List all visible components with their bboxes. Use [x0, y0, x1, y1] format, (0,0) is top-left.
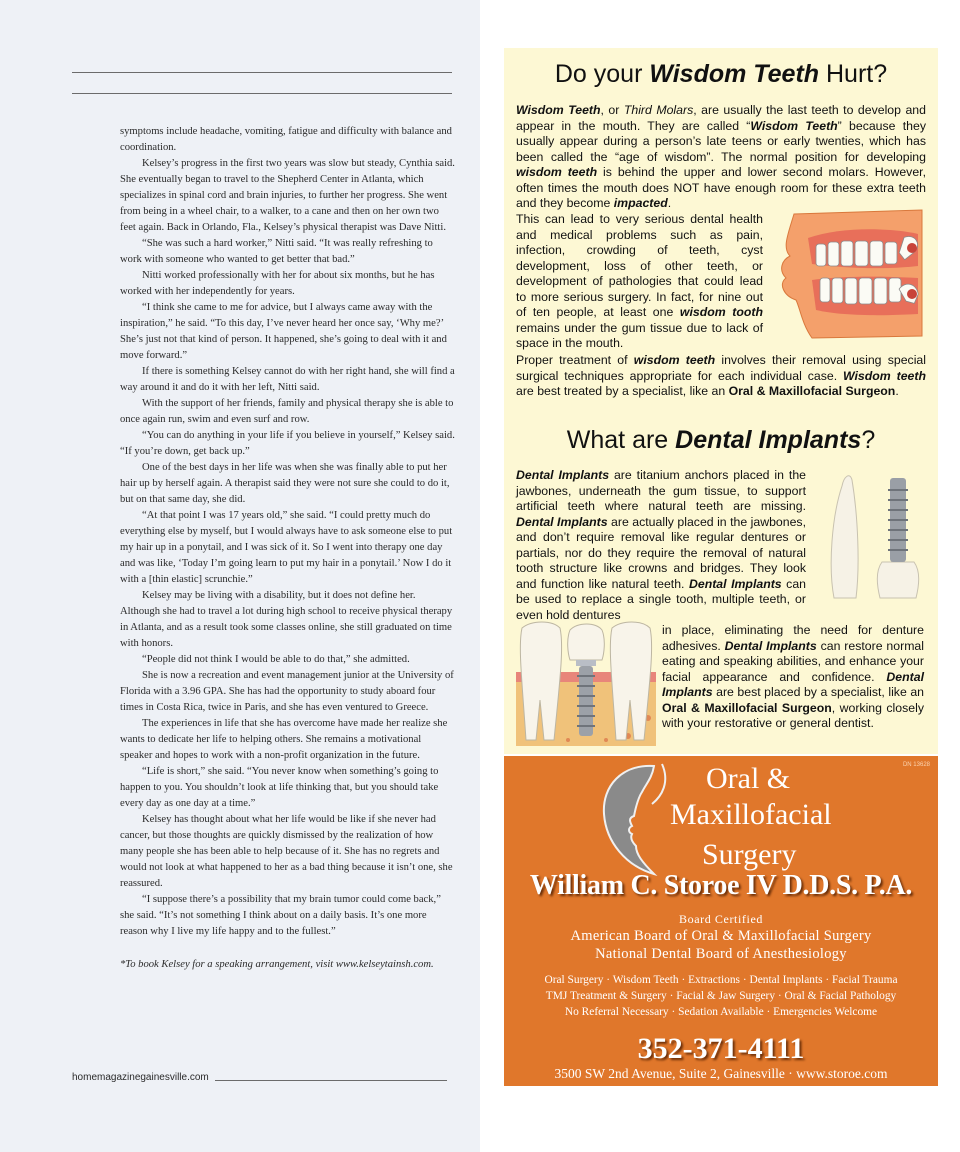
article-paragraph: The experiences in life that she has overcome have made her realize she wants to dedicate her life to helping others. She remains a motivational speaker and hopes to work with a non-profit organization in the future.	[120, 718, 448, 761]
article-paragraph: “Life is short,” she said. “You never know when something’s going to happen to you. You shouldn’t look at life thinking that, but you should take every day as one day at a time.”	[120, 766, 439, 809]
board-line-1: American Board of Oral & Maxillofacial Surgery	[570, 928, 872, 944]
services-line-2: TMJ Treatment & Surgery · Facial & Jaw Surgery · Oral & Facial Pathology	[545, 990, 897, 1002]
article-paragraph: Nitti worked professionally with her for about six months, but he has worked with her independently for years.	[120, 270, 435, 297]
board-line-2: National Dental Board of Anesthesiology	[595, 946, 847, 962]
wisdom-tooth-illustration	[772, 204, 928, 342]
logo-line-1: Oral &	[706, 762, 791, 795]
article-paragraph: If there is something Kelsey cannot do with her right hand, she will find a way around it and do it with her left, Nitti said.	[120, 366, 455, 393]
implant-crown-illustration	[816, 466, 928, 600]
article-paragraph: Kelsey’s progress in the first two years was slow but steady, Cynthia said. She eventually began to travel to the Shepherd Center in Atlanta, which specializes in spinal cord and brain injuries, to further her progress. She went from being in a wheel chair, to a walker, to a cane and then on her own two feet again. Back in Orlando, Fla., Kelsey’s physical therapist was Dave Nitti.	[120, 158, 455, 233]
article-paragraph: Kelsey may be living with a disability, but it does not define her. Although she had to travel a lot during high school to receive physical therapy in Atlanta, and as a result took some classes online, she still graduated on time with honors.	[120, 590, 453, 649]
implants-heading: What are Dental Implants?	[566, 426, 876, 454]
doctor-name: William C. Storoe IV D.D.S. P.A.	[529, 870, 913, 901]
article-paragraph: “She was such a hard worker,” Nitti said. “It was really refreshing to work with someone who wanted to get better that bad.”	[120, 238, 433, 265]
implants-paragraph-1: Dental Implants are titanium anchors placed in the jawbones, underneath the gum tissue, to support artificial teeth where natural teeth are missing. Dental Implants are actually placed in the jawbones, and don’t require removal like regular dentures or partials, nor do they require the removal of natural tooth structure like crowns and bridges. They look and function like natural teeth. Dental Implants can be used to replace a single tooth, multiple teeth, or even hold dentures	[516, 468, 807, 622]
article-paragraph: One of the best days in her life was when she was finally able to put her hair up by herself again. A therapist said they were not sure she could to do it, but on that same day, she did.	[120, 462, 450, 505]
services-line-3: No Referral Necessary · Sedation Available · Emergencies Welcome	[564, 1006, 878, 1018]
article-body	[120, 124, 456, 973]
services-line-1: Oral Surgery · Wisdom Teeth · Extractions · Dental Implants · Facial Trauma	[544, 974, 898, 986]
phone-number[interactable]: 352-371-4111	[637, 1032, 805, 1065]
board-certified-label: Board Certified	[679, 912, 763, 926]
surgeon-business-card	[504, 756, 938, 1086]
article-paragraph: symptoms include headache, vomiting, fatigue and difficulty with balance and coordination.	[120, 126, 452, 153]
dn-code: DN 13628	[902, 762, 930, 768]
article-paragraph: “You can do anything in your life if you believe in yourself,” Kelsey said. “If you’re down, get back up.”	[120, 430, 455, 457]
footer-url[interactable]: homemagazinegainesville.com	[72, 1072, 209, 1083]
article-paragraph: “People did not think I would be able to do that,” she admitted.	[142, 654, 410, 665]
wisdom-heading: Do your Wisdom Teeth Hurt?	[554, 60, 888, 88]
footer-rule	[215, 1080, 447, 1081]
article-paragraph: With the support of her friends, family and physical therapy she is able to once again run, swim and even surf and row.	[120, 398, 454, 425]
implant-jaw-illustration	[516, 620, 656, 746]
implants-paragraph-2: in place, eliminating the need for denture adhesives. Dental Implants can restore normal eating and speaking abilities, and enhance your facial appearance and confidence. Dental Implants are best placed by a specialist, like an Oral & Maxillofacial Surgeon, working closely with your restorative or general dentist.	[662, 623, 925, 730]
booking-note: *To book Kelsey for a speaking arrangement, visit www.kelseytainsh.com.	[120, 959, 434, 970]
article-paragraph: “I suppose there’s a possibility that my brain tumor could come back,” she said. “It’s not something I think about on a daily basis. It’s one more reason why I live my life happy and to the fullest.”	[120, 894, 441, 937]
wisdom-paragraph-1: Wisdom Teeth, or Third Molars, are usually the last teeth to develop and appear in the mouth. They are called “Wisdom Teeth” because they usually appear during a person’s late teens or early twenties, which has been called the “age of wisdom”. The normal position for developing wisdom teeth is behind the upper and lower second molars. However, often times the mouth does NOT have enough room for these extra teeth and they become impacted.	[516, 103, 926, 210]
dental-advertisement	[504, 48, 938, 1086]
article-paragraph: She is now a recreation and event management junior at the University of Florida with a 3.96 GPA. She has had the opportunity to study aboard four times in Costa Rica, twice in Paris, and she has even ventured to Greece.	[120, 670, 454, 713]
article-paragraph: Kelsey has thought about what her life would be like if she never had cancer, but those thoughts are quickly dismissed by the realization of how many people she has been able to help because of it. She has no regrets and would not look at what happened to her as a bad thing because it isn’t one, she reassured.	[120, 814, 453, 889]
wisdom-paragraph-2: This can lead to very serious dental health and medical problems such as pain, infection, crowding of teeth, cyst development, loss of other teeth, or development of pathologies that could lead to more serious surgery. In fact, for nine out of ten people, at least one wisdom tooth remains under the gum tissue due to lack of space in the mouth.	[516, 212, 763, 350]
second-rule	[72, 93, 452, 94]
ad-info-panel	[504, 48, 938, 754]
top-rule	[72, 72, 452, 73]
wisdom-paragraph-3: Proper treatment of wisdom teeth involves their removal using special surgical techniques appropriate for each individual case. Wisdom teeth are best treated by a specialist, like an Oral & Maxillofacial Surgeon.	[516, 353, 927, 398]
article-paragraph: “At that point I was 17 years old,” she said. “I could pretty much do everything else by myself, but I would always have to ask someone else to put my hair up in a ponytail, and I was sick of it. So I went into therapy one day and was like, ‘Today I’m going learn to put my hair in a ponytail.’ Now I do it with a [thin elastic] scrunchie.”	[120, 510, 453, 585]
address-and-website[interactable]: 3500 SW 2nd Avenue, Suite 2, Gainesville · www.storoe.com	[554, 1066, 888, 1081]
logo-line-3: Surgery	[702, 838, 797, 871]
logo-line-2: Maxillofacial	[670, 798, 832, 831]
face-profile-logo-icon	[592, 762, 682, 878]
article-paragraph: “I think she came to me for advice, but I always came away with the inspiration,” he said. “To this day, I’ve never heard her once say, ‘Why me?’ She’s just not that kind of person. It happened, she’s going to deal with it and move forward.”	[120, 302, 447, 361]
